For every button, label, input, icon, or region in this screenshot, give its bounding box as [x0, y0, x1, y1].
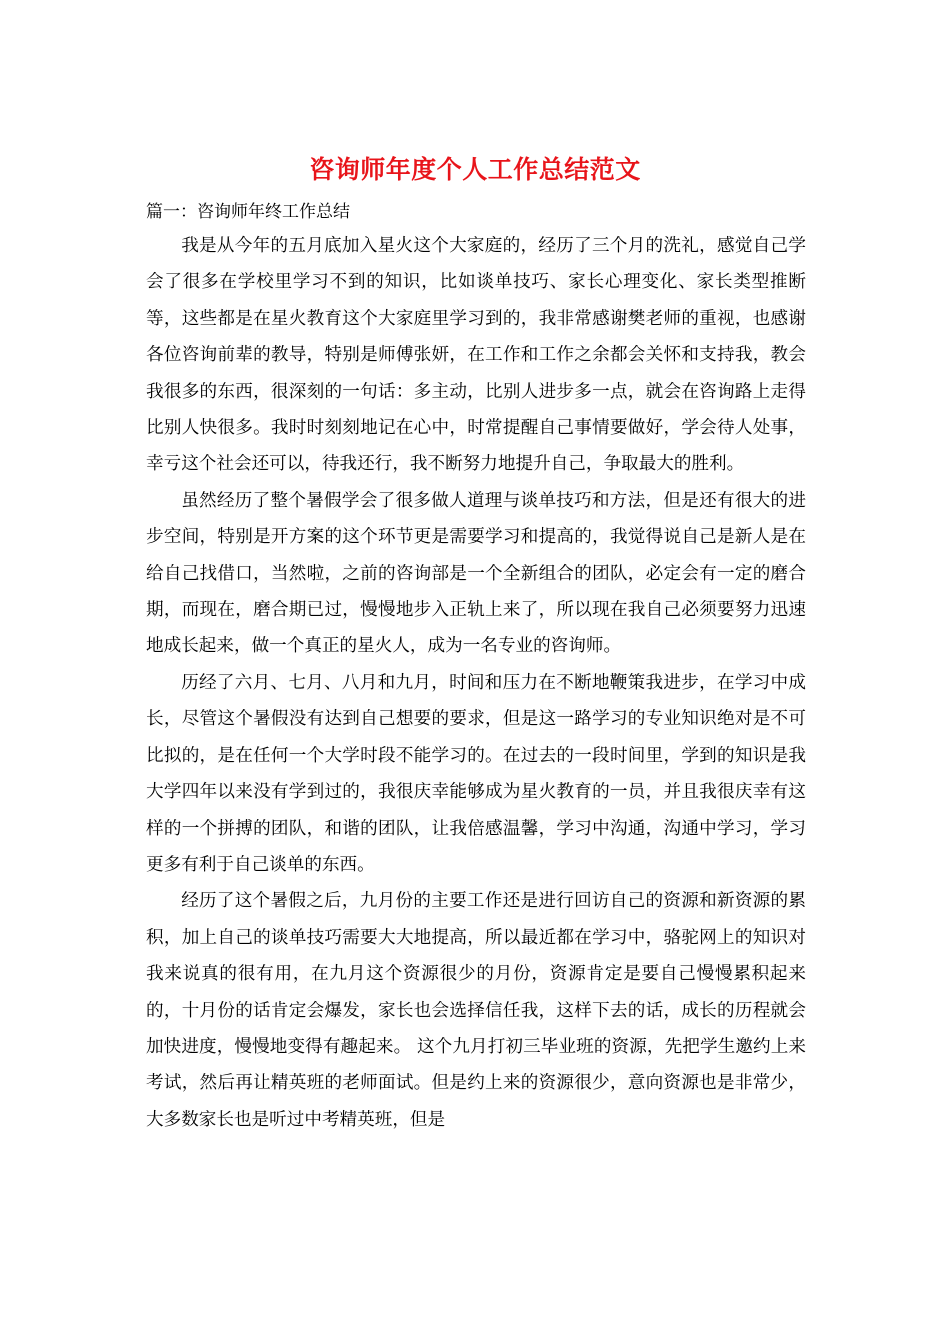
paragraph: 经历了这个暑假之后，九月份的主要工作还是进行回访自己的资源和新资源的累积，加上自己的谈单技巧需要大大地提高，所以最近都在学习中，骆驼网上的知识对我来说真的很有用，在九月这个资源很少的月份，资源肯定是要自己慢慢累积起来的，十月份的话肯定会爆发，家长也会选择信任我，这样下去的话，成长的历程就会加快进度，慢慢地变得有趣起来。 这个九月打初三毕业班的资源，先把学生邀约上来考试，然后再让精英班的老师面试。但是约上来的资源很少，意向资源也是非常少，大多数家长也是听过中考精英班，但是	[146, 891, 806, 1130]
document-title: 咨询师年度个人工作总结范文	[309, 155, 641, 184]
document-body	[146, 228, 806, 1138]
document-subtitle: 篇一：咨询师年终工作总结	[146, 202, 350, 222]
paragraph: 我是从今年的五月底加入星火这个大家庭的，经历了三个月的洗礼，感觉自己学会了很多在学校里学习不到的知识，比如谈单技巧、家长心理变化、家长类型推断等，这些都是在星火教育这个大家庭里学习到的，我非常感谢樊老师的重视，也感谢各位咨询前辈的教导，特别是师傅张妍，在工作和工作之余都会关怀和支持我，教会我很多的东西，很深刻的一句话：多主动，比别人进步多一点，就会在咨询路上走得比别人快很多。我时时刻刻地记在心中，时常提醒自己事情要做好，学会待人处事，幸亏这个社会还可以，待我还行，我不断努力地提升自己，争取最大的胜利。	[146, 236, 806, 475]
paragraph: 虽然经历了整个暑假学会了很多做人道理与谈单技巧和方法，但是还有很大的进步空间，特别是开方案的这个环节更是需要学习和提高的，我觉得说自己是新人是在给自己找借口，当然啦，之前的咨询部是一个全新组合的团队，必定会有一定的磨合期，而现在，磨合期已过，慢慢地步入正轨上来了，所以现在我自己必须要努力迅速地成长起来，做一个真正的星火人，成为一名专业的咨询师。	[146, 490, 806, 657]
paragraph: 历经了六月、七月、八月和九月，时间和压力在不断地鞭策我进步，在学习中成长，尽管这个暑假没有达到自己想要的要求，但是这一路学习的专业知识绝对是不可比拟的，是在任何一个大学时段不能学习的。在过去的一段时间里，学到的知识是我大学四年以来没有学到过的，我很庆幸能够成为星火教育的一员，并且我很庆幸有这样的一个拼搏的团队，和谐的团队，让我倍感温馨，学习中沟通，沟通中学习，学习更多有利于自己谈单的东西。	[146, 672, 806, 875]
